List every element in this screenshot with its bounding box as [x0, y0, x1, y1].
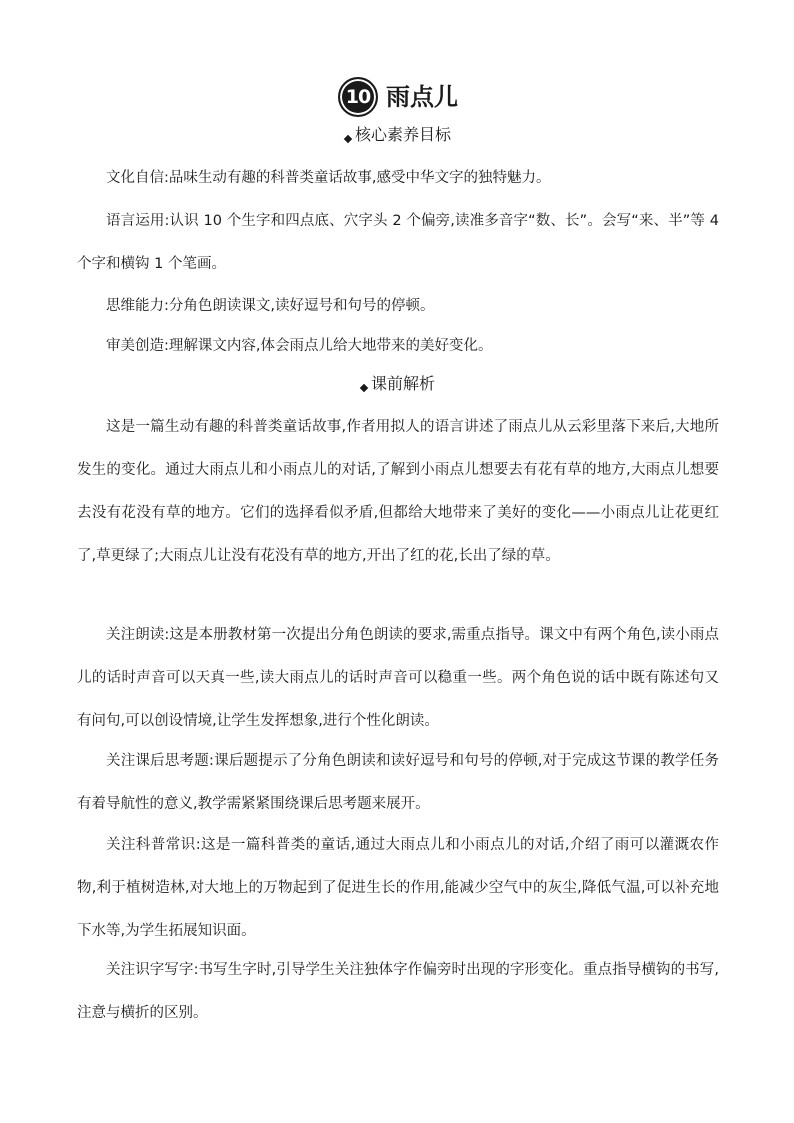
- section-heading-text: 课前解析: [370, 374, 435, 393]
- analysis-paragraph: 关注课后思考题:课后题提示了分角色朗读和读好逗号和句号的停顿,对于完成这节课的教学任务有着导航性的意义,教学需紧紧围绕课后思考题来展开。: [77, 753, 719, 812]
- goal-item: 语言运用:认识 10 个生字和四点底、穴字头 2 个偏旁,读准多音字“数、长”。会写“来、半”等 4 个字和横钩 1 个笔画。: [77, 213, 719, 272]
- goal-item: 思维能力:分角色朗读课文,读好逗号和句号的停顿。: [106, 298, 435, 314]
- analysis-paragraph: 关注朗读:这是本册教材第一次提出分角色朗读的要求,需重点指导。课文中有两个角色,读小雨点儿的话时声音可以天真一些,读大雨点儿的话时声音可以稳重一些。两个角色说的话中既有陈述句又有问句,可以创设情境,让学生发挥想象,进行个性化朗读。: [77, 627, 719, 729]
- section-heading-goals: [77, 125, 719, 145]
- lesson-title: 雨点儿: [386, 83, 458, 111]
- diamond-bullet-icon: [344, 135, 352, 143]
- analysis-paragraph: 关注识字写字:书写生字时,引导学生关注独体字作偏旁时出现的字形变化。重点指导横钩的书写,注意与横折的区别。: [77, 962, 719, 1021]
- section-heading-analysis: [77, 374, 719, 394]
- lesson-title-row: [77, 77, 719, 117]
- section-heading-text: 核心素养目标: [354, 125, 451, 144]
- goal-item: 文化自信:品味生动有趣的科普类童话故事,感受中华文字的独特魅力。: [106, 170, 551, 186]
- analysis-paragraph: 关注科普常识:这是一篇科普类的童话,通过大雨点儿和小雨点儿的对话,介绍了雨可以灌溉农作物,利于植树造林,对大地上的万物起到了促进生长的作用,能减少空气中的灰尘,降低气温,可以补充地下水等,为学生拓展知识面。: [77, 837, 719, 939]
- goal-item: 审美创造:理解课文内容,体会雨点儿给大地带来的美好变化。: [106, 338, 493, 354]
- analysis-paragraph: 这是一篇生动有趣的科普类童话故事,作者用拟人的语言讲述了雨点儿从云彩里落下来后,大地所发生的变化。通过大雨点儿和小雨点儿的对话,了解到小雨点儿想要去有花有草的地方,大雨点儿想要去没有花没有草的地方。它们的选择看似矛盾,但都给大地带来了美好的变化——小雨点儿让花更红了,草更绿了;大雨点儿让没有花没有草的地方,开出了红的花,长出了绿的草。: [77, 419, 719, 564]
- diamond-bullet-icon: [360, 384, 368, 392]
- lesson-number-badge: 10: [338, 77, 378, 117]
